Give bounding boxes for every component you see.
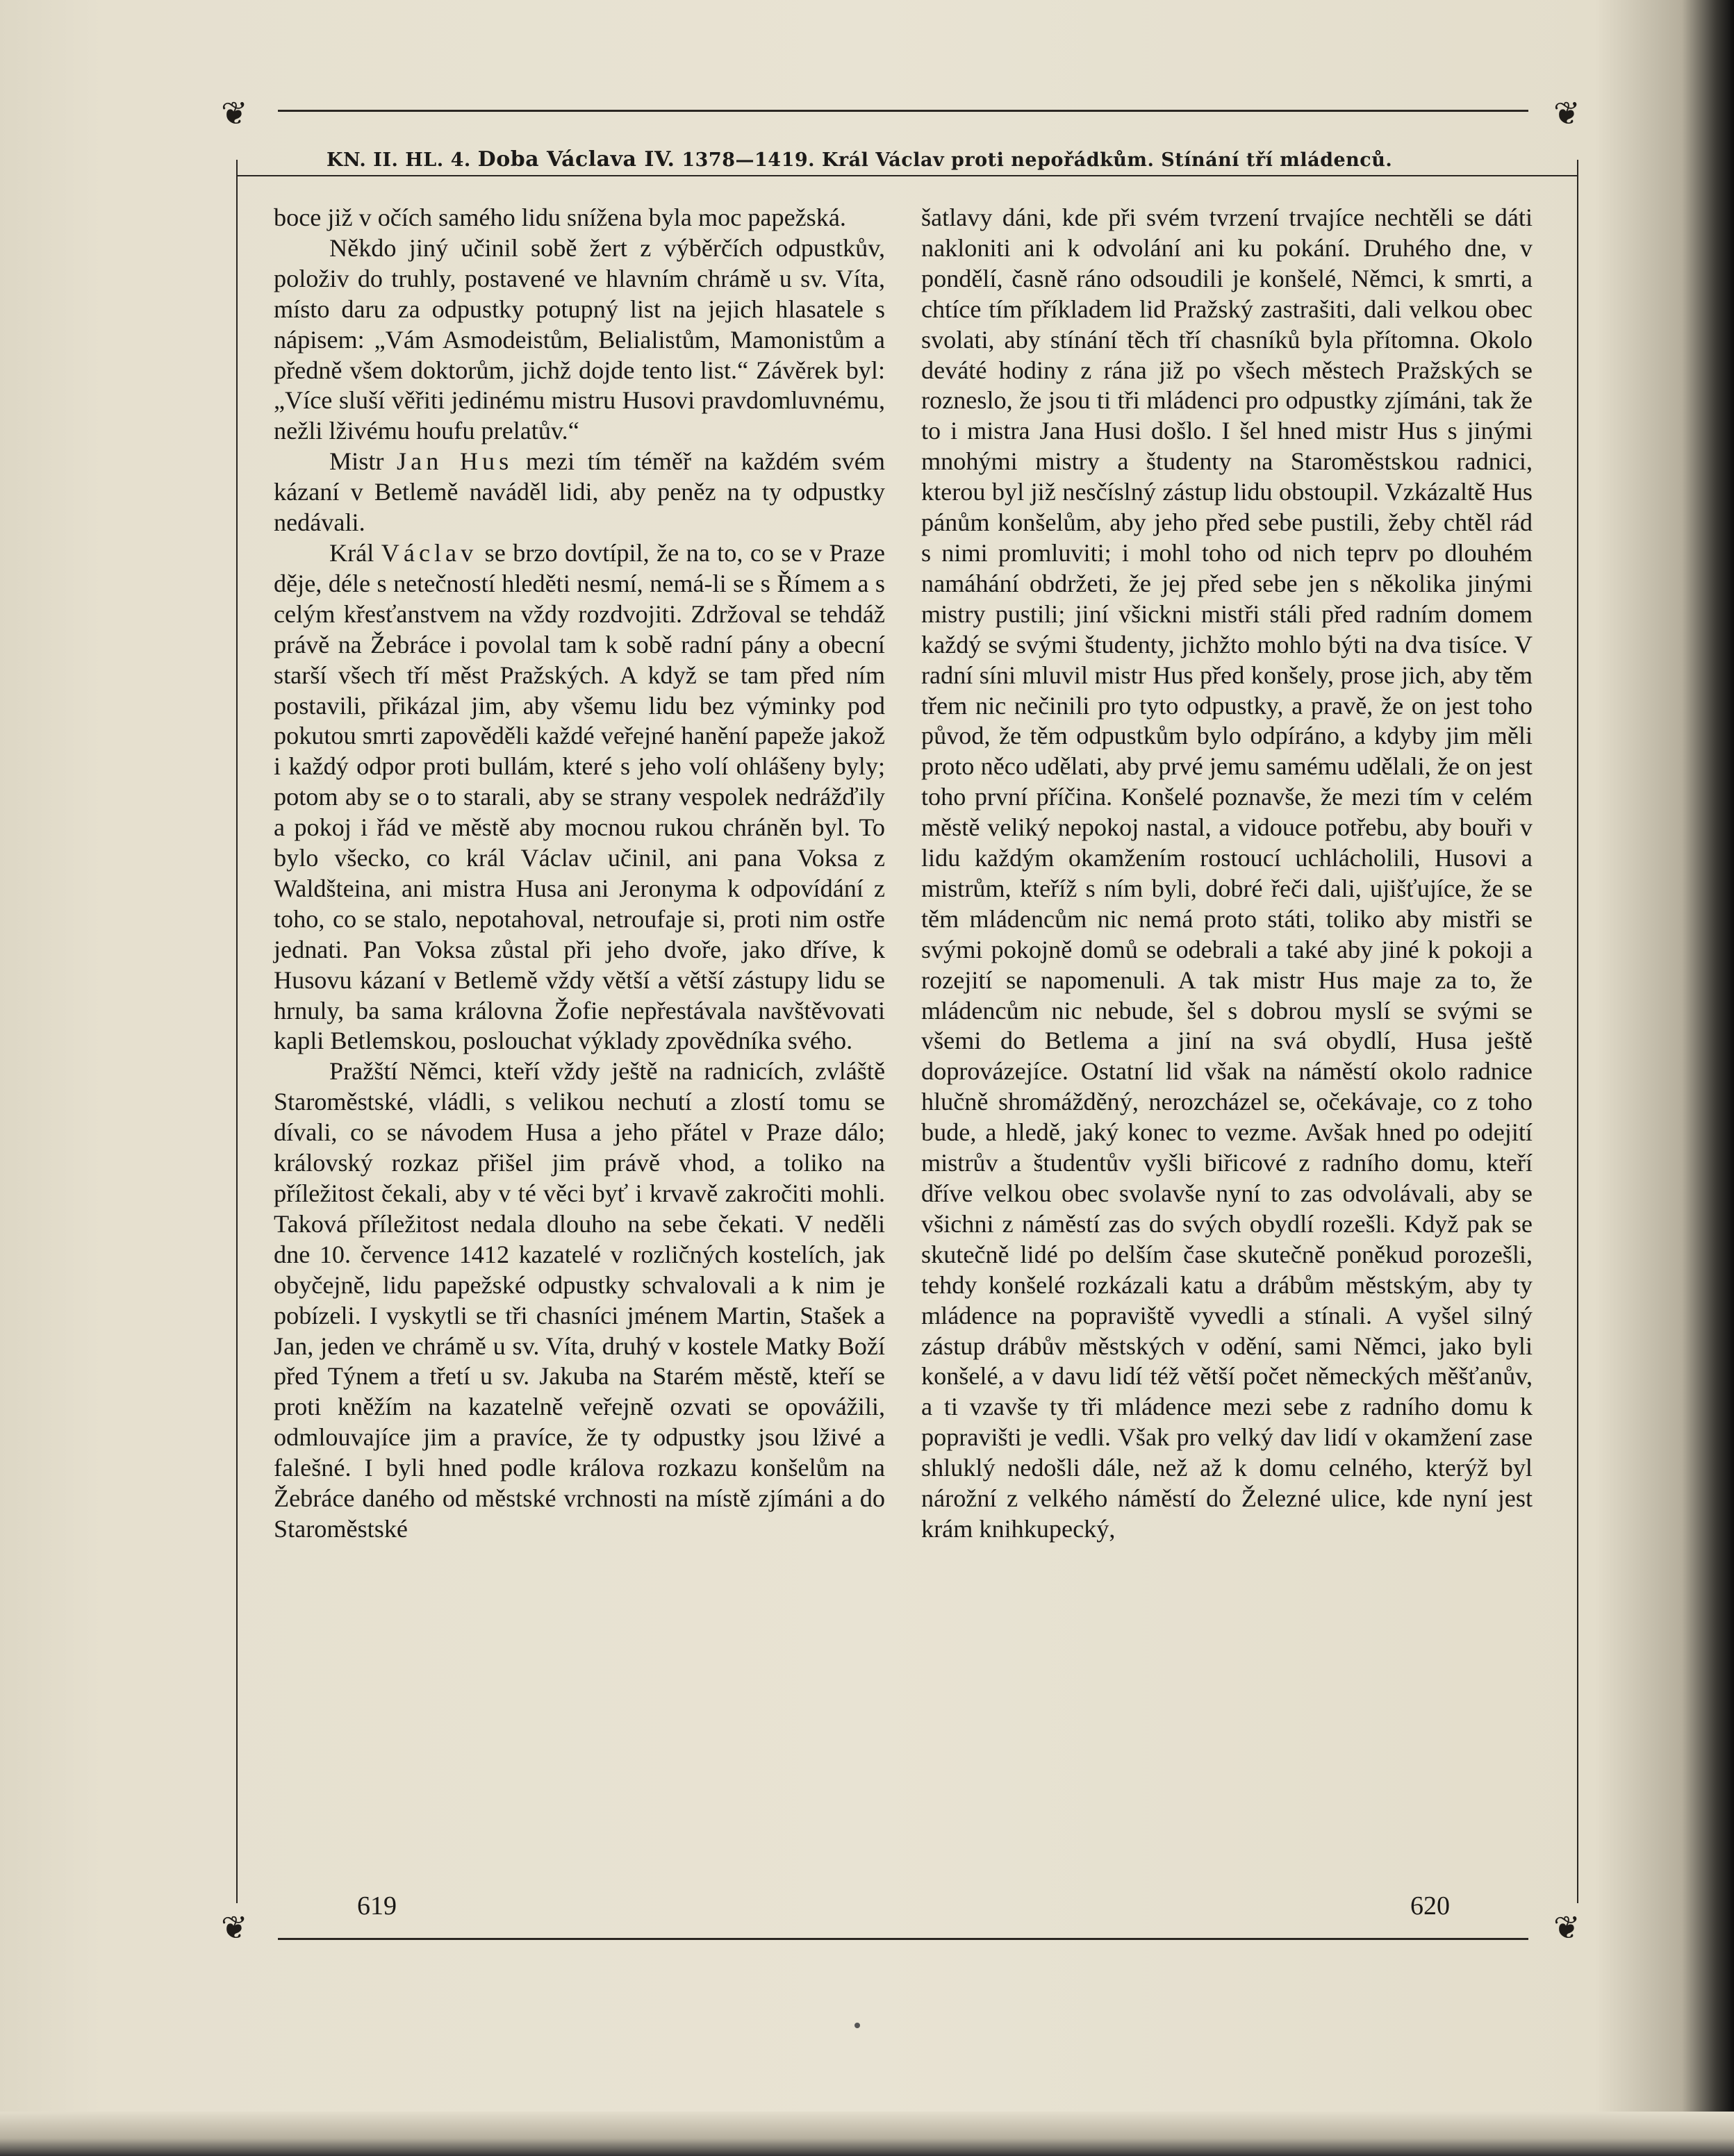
right-rule: [1577, 160, 1578, 1903]
running-header: [327, 147, 1480, 172]
paragraph: [274, 447, 885, 538]
corner-ornament-icon: ❦: [221, 1909, 248, 1946]
paragraph-lead: Mistr: [329, 447, 397, 476]
left-rule: [236, 160, 238, 1903]
header-part-3: 1378—1419. Král Václav proti nepořádkům. Stínání tří mládenců.: [682, 149, 1393, 171]
spaced-name: Jan Hus: [397, 447, 513, 476]
header-part-1: KN. II. HL. 4.: [327, 149, 471, 171]
corner-ornament-icon: ❦: [1553, 1909, 1580, 1946]
corner-ornament-icon: ❦: [1553, 94, 1580, 132]
left-column: [274, 203, 885, 1545]
page-bottom-edge: [0, 2112, 1734, 2156]
spaced-name: Václav: [381, 538, 478, 567]
paragraph-lead: Král: [329, 538, 381, 567]
corner-ornament-icon: ❦: [221, 94, 248, 132]
top-rule: [278, 110, 1528, 112]
paragraph: [921, 203, 1533, 1545]
page-number-left: 619: [357, 1891, 397, 1921]
paragraph-text: Někdo jiný učinil sobě žert z výběrčích odpustkův, položiv do truhly, postavené ve hlavním chrámě u sv. Víta, místo daru za odpustky potupný list na jejich hlasatele s nápisem: „Vám Asmodeistům, Belialistům, Mamonistům a předně všem doktorům, jichž dojde tento list.“ Závěrek byl: „Více sluší věřiti jedinému mistru Husovi pravdomluvnému, nežli lživému houfu prelatův.“: [274, 233, 885, 445]
header-rule: [236, 175, 1577, 176]
page-speck: [854, 2023, 860, 2028]
paragraph: [274, 233, 885, 447]
paragraph: [274, 538, 885, 1056]
right-column: [921, 203, 1533, 1545]
paragraph-text: se brzo dovtípil, že na to, co se v Praze děje, déle s netečností hleděti nesmí, nemá-li se s Římem a s celým křesťanstvem na vždy rozdvojiti. Zdržoval se tehdáž právě na Žebráce i povolal tam k sobě radní pány a obecní starší všech tří měst Pražských. A když se tam před ním postavili, přikázal jim, aby všemu lidu bez výminky pod pokutou smrti zapověděli každé veřejné hanění papeže jakož i každý odpor proti bullám, které s jeho volí ohlášeny byly; potom aby se o to starali, aby se strany vespolek nedrážďily a pokoj i řád ve městě aby mocnou rukou chráněn byl. To bylo všecko, co král Václav učinil, ani pana Voksa z Waldšteina, ani mistra Husa ani Jeronyma k odpovídání z toho, co se stalo, nepotahoval, netroufaje si, proti nim ostře jednati. Pan Voksa zůstal při jeho dvoře, jako dříve, k Husovu kázaní v Betlemě vždy větší a větší zástupy lidu se hrnuly, ba sama královna Žofie nepřestávala navštěvovati kapli Betlemskou, poslouchat výklady zpovědníka svého.: [274, 538, 885, 1055]
paragraph-text: mezi tím téměř na každém svém kázaní v Betlemě naváděl lidi, aby peněz na ty odpustky nedávali.: [274, 447, 885, 537]
paragraph-text: boce již v očích samého lidu snížena byla moc papežská.: [274, 204, 846, 231]
paragraph: [274, 1056, 885, 1545]
paragraph-text: šatlavy dáni, kde při svém tvrzení trvajíce nechtěli se dáti nakloniti ani k odvolání ani ku pokání. Druhého dne, v pondělí, časně ráno odsoudili je konšelé, Němci, k smrti, a chtíce tím příkladem lid Pražský zastrašiti, dali velkou obec svolati, aby stínání těch tří chasníků byla přítomna. Okolo deváté hodiny z rána již po všech městech Pražských se rozneslo, že jsou ti tři mládenci pro odpustky zjímáni, tak že to i mistra Jana Husi došlo. I šel hned mistr Hus s jinými mnohými mistry a študenty na Staroměstskou radnici, kterou byl již nesčíslný zástup lidu obstoupil. Vzkázaltě Hus pánům konšelům, aby jeho před sebe pustili, žeby chtěl rád s nimi promluviti; i mohl toho od nich teprv po dlouhém namáhání obdržeti, že jej před sebe jen s několika jinými mistry pustili; jiní všickni mistři stáli před radním domem každý se svými študenty, jichžto mohlo býti na dva tisíce. V radní síni mluvil mistr Hus před konšely, prose jich, aby těm třem nic nečinili pro tyto odpustky, a pravě, že on jest toho původ, že těm odpustkům bylo odpíráno, a kdyby jim měli proto něco udělati, aby prvé jemu samému udělali, že on jest toho první příčina. Konšelé poznavše, že mezi tím v celém městě veliký nepokoj nastal, a vidouce potřebu, aby bouři v lidu každým okamžením rostoucí uchlácholili, Husovi a mistrům, kteříž s ním byli, dobré řeči dali, ujišťujíce, že se těm mládencům nic nemá proto státi, toliko aby mistři se svými pokojně domů se odebrali a také aby jiné k pokoji a rozejití se napomenuli. A tak mistr Hus maje za to, že mládencům nic nebude, šel s dobrou myslí se svými se všemi do Betlema a jiní na svá obydlí, Husa ještě doprovázejíce. Ostatní lid však na náměstí okolo radnice hlučně shromážděný, nerozcházel se, očekávaje, co z toho bude, a hledě, jaký konec to vezme. Avšak hned po odejití mistrův a študentův vyšli biřicové z radního domu, kteří dříve velkou obec svolavše nyní to zas odvolávali, aby se všichni z náměstí zas do svých obydlí rozešli. Když pak se skutečně lidé po delším čase skutečně poněkud porozešli, tehdy konšelé rozkázali katu a drábům městským, aby ty mládence na popraviště vyvedli a stínali. A vyšel silný zástup drábův městských v odění, sami Němci, jako byli konšelé, a v davu lidí též větší počet německých měšťanův, a ti vzavše ty tři mládence mezi sebe z radního domu k popravišti je vedli. Však pro velký dav lidí v okamžení zase shluklý nedošli dále, než až k domu celného, kterýž byl nárožní z velkého náměstí do Železné ulice, kde nyní jest krám knihkupecký,: [921, 204, 1533, 1543]
page-number-right: 620: [1410, 1891, 1450, 1921]
header-part-2: Doba Václava IV.: [477, 147, 675, 172]
paragraph-text: Pražští Němci, kteří vždy ještě na radnicích, zvláště Staroměstské, vládli, s velikou nechutí a zlostí tomu se dívali, co se návodem Husa a jeho přátel v Praze dálo; královský rozkaz přišel jim právě vhod, a toliko na příležitost čekali, aby v té věci byť i krvavě zakročiti mohli. Taková příležitost nedala dlouho na sebe čekati. V neděli dne 10. července 1412 kazatelé v rozličných kostelích, jak obyčejně, lidu papežské odpustky schvalovali a k nim je pobízeli. I vyskytli se tři chasníci jménem Martin, Stašek a Jan, jeden ve chrámě u sv. Víta, druhý v kostele Matky Boží před Týnem a třetí u sv. Jakuba na Starém městě, kteří se proti kněžím na kazatelně veřejně ozvati se opovážili, odmlouvajíce jim a pravíce, že ty odpustky jsou lživé a falešné. I byli hned podle králova rozkazu konšelům na Žebráce daného od městské vrchnosti na místě zjímáni a do Staroměstské: [274, 1057, 885, 1543]
paragraph: [274, 203, 885, 233]
bottom-rule: [278, 1938, 1528, 1940]
